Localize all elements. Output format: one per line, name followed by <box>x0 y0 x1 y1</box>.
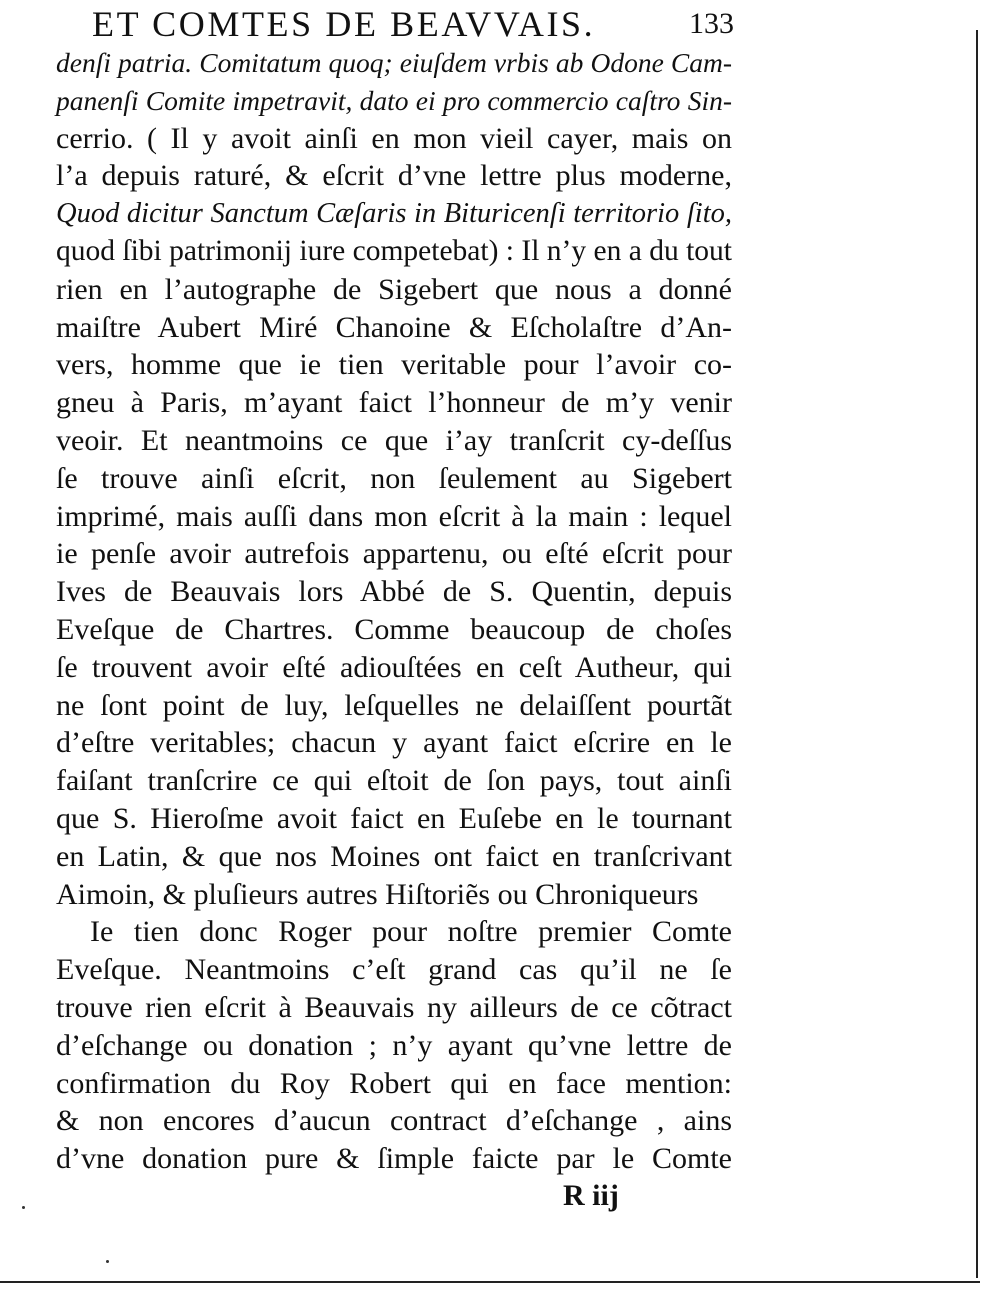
text-line: Quod dicitur Sanctum Cæſaris in Bituricenſi territorio ſito, <box>56 198 732 230</box>
text-line: d’eſtre veritables; chacun y ayant faict eſcrire en le <box>56 726 732 760</box>
page-number: 133 <box>689 7 734 40</box>
text-line: faiſant tranſcrire ce qui eſtoit de ſon pays, tout ainſi <box>56 764 732 798</box>
text-line: quod ſibi patrimonij iure competebat) : Il n’y en a du tout <box>56 234 732 267</box>
text-line: Aimoin, & pluſieurs autres Hiſtoriẽs ou Chroniqueurs <box>56 877 699 911</box>
text-line: ie penſe avoir autrefois appartenu, ou eſté eſcrit pour <box>56 537 732 571</box>
signature-mark: R iij <box>563 1179 619 1212</box>
page-edge-bottom <box>0 1281 980 1283</box>
text-line: rien en l’autographe de Sigebert que nous a donné <box>56 272 732 306</box>
text-line: maiſtre Aubert Miré Chanoine & Eſcholaſtre d’An- <box>56 310 732 344</box>
text-line: imprimé, mais auſſi dans mon eſcrit à la main : lequel <box>56 499 732 533</box>
text-line: Ives de Beauvais lors Abbé de S. Quentin, depuis <box>56 575 732 609</box>
running-title: ET COMTES DE BEAVVAIS. <box>92 4 596 44</box>
text-line: Ie tien donc Roger pour noſtre premier Comte <box>90 915 732 949</box>
text-line: trouve rien eſcrit à Beauvais ny ailleurs de ce cõtract <box>56 990 732 1024</box>
running-head <box>92 2 734 46</box>
ink-speck <box>22 1206 25 1209</box>
text-line: en Latin, & que nos Moines ont faict en tranſcrivant <box>56 839 732 873</box>
text-line: ne ſont point de luy, leſquelles ne delaiſſent pourtãt <box>56 688 732 722</box>
text-line: vers, homme que ie tien veritable pour l’avoir co- <box>56 348 732 382</box>
text-line: d’eſchange ou donation ; n’y ayant qu’vne lettre de <box>56 1028 732 1062</box>
text-line: confirmation du Roy Robert qui en face mention: <box>56 1066 732 1100</box>
text-line: Eveſque de Chartres. Comme beaucoup de choſes <box>56 612 732 646</box>
text-line: gneu à Paris, m’ayant faict l’honneur de m’y venir <box>56 386 732 420</box>
page-edge-right <box>976 30 978 1278</box>
text-line: veoir. Et neantmoins ce que i’ay tranſcrit cy-deſſus <box>56 423 732 457</box>
text-line: cerrio. ( Il y avoit ainſi en mon vieil cayer, mais on <box>56 121 732 155</box>
text-line: panenſi Comite impetravit, dato ei pro commercio caſtro Sin- <box>56 84 732 116</box>
text-line: ſe trouvent avoir eſté adiouſtées en ceſt Autheur, qui <box>56 650 732 684</box>
text-line: & non encores d’aucun contract d’eſchange , ains <box>56 1104 732 1138</box>
text-line: d’vne donation pure & ſimple faicte par le Comte <box>56 1142 732 1176</box>
text-line: denſi patria. Comitatum quoq; eiuſdem vrbis ab Odone Cam- <box>56 47 732 78</box>
body-text <box>56 44 732 1178</box>
ink-speck <box>106 1260 109 1263</box>
text-line: que S. Hieroſme avoit faict en Euſebe en le tournant <box>56 801 732 835</box>
text-line: ſe trouve ainſi eſcrit, non ſeulement au Sigebert <box>56 461 732 495</box>
text-line: Eveſque. Neantmoins c’eſt grand cas qu’il ne ſe <box>56 953 732 987</box>
text-line: l’a depuis raturé, & eſcrit d’vne lettre plus moderne, <box>56 159 732 193</box>
